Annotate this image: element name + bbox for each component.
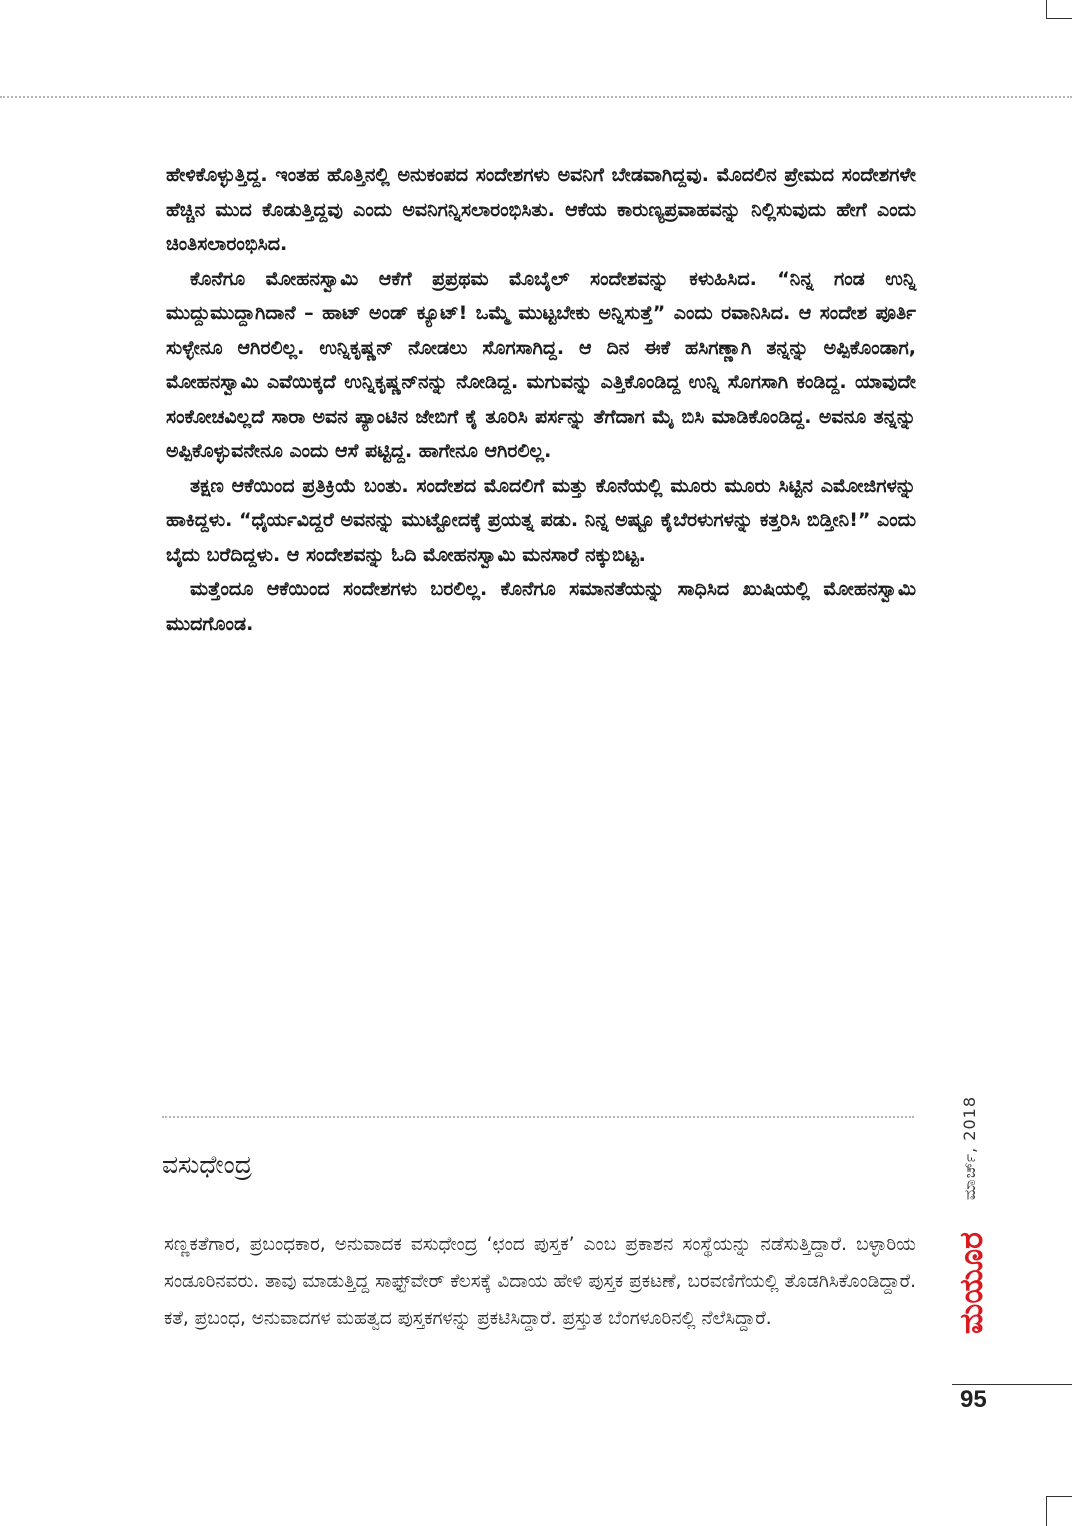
top-dotted-divider (0, 96, 1072, 98)
author-section-divider (162, 1116, 914, 1118)
story-text (166, 158, 916, 641)
crop-mark-bottom (1046, 1496, 1072, 1526)
magazine-logo: ಮಯೂರ (952, 1232, 990, 1335)
story-paragraph-2: ಕೊನೆಗೂ ಮೋಹನಸ್ವಾಮಿ ಆಕೆಗೆ ಪ್ರಪ್ರಥಮ ಮೊಬೈಲ್ ಸಂದೇಶವನ್ನು ಕಳುಹಿಸಿದ. “ನಿನ್ನ ಗಂಡ ಉನ್ನಿ ಮುದ್ದುಮುದ್ದಾಗಿದಾನೆ – ಹಾಟ್ ಅಂಡ್ ಕ್ಯೂಟ್! ಒಮ್ಮೆ ಮುಟ್ಟಬೇಕು ಅನ್ನಿಸುತ್ತೆ” ಎಂದು ರವಾನಿಸಿದ. ಆ ಸಂದೇಶ ಪೂರ್ತಿ ಸುಳ್ಳೇನೂ ಆಗಿರಲಿಲ್ಲ. ಉನ್ನಿಕೃಷ್ಣನ್ ನೋಡಲು ಸೊಗಸಾಗಿದ್ದ. ಆ ದಿನ ಈಕೆ ಹಸಿಗಣ್ಣಾಗಿ ತನ್ನನ್ನು ಅಪ್ಪಿಕೊಂಡಾಗ, ಮೋಹನಸ್ವಾಮಿ ಎವೆಯಿಕ್ಕದೆ ಉನ್ನಿಕೃಷ್ಣನ್‌ನನ್ನು ನೋಡಿದ್ದ. ಮಗುವನ್ನು ಎತ್ತಿಕೊಂಡಿದ್ದ ಉನ್ನಿ ಸೊಗಸಾಗಿ ಕಂಡಿದ್ದ. ಯಾವುದೇ ಸಂಕೋಚವಿಲ್ಲದೆ ಸಾರಾ ಅವನ ಪ್ಯಾಂಟಿನ ಜೇಬಿಗೆ ಕೈ ತೂರಿಸಿ ಪರ್ಸನ್ನು ತೆಗೆದಾಗ ಮೈ ಬಿಸಿ ಮಾಡಿಕೊಂಡಿದ್ದ. ಅವನೂ ತನ್ನನ್ನು ಅಪ್ಪಿಕೊಳ್ಳುವನೇನೂ ಎಂದು ಆಸೆ ಪಟ್ಟಿದ್ದ. ಹಾಗೇನೂ ಆಗಿರಲಿಲ್ಲ. (166, 267, 916, 462)
issue-date: ಮಾರ್ಚ್, 2018 (960, 1096, 979, 1201)
author-bio: ಸಣ್ಣಕತೆಗಾರ, ಪ್ರಬಂಧಕಾರ, ಅನುವಾದಕ ವಸುಧೇಂದ್ರ ‘ಛಂದ ಪುಸ್ತಕ’ ಎಂಬ ಪ್ರಕಾಶನ ಸಂಸ್ಥೆಯನ್ನು ನಡೆಸುತ್ತಿದ್ದಾರೆ. ಬಳ್ಳಾರಿಯ ಸಂಡೂರಿನವರು. ತಾವು ಮಾಡುತ್ತಿದ್ದ ಸಾಫ್ಟ್‌ವೇರ್ ಕೆಲಸಕ್ಕೆ ವಿದಾಯ ಹೇಳಿ ಪುಸ್ತಕ ಪ್ರಕಟಣೆ, ಬರವಣಿಗೆಯಲ್ಲಿ ತೊಡಗಿಸಿಕೊಂಡಿದ್ದಾರೆ. ಕತೆ, ಪ್ರಬಂಧ, ಅನುವಾದಗಳ ಮಹತ್ವದ ಪುಸ್ತಕಗಳನ್ನು ಪ್ರಕಟಿಸಿದ್ದಾರೆ. ಪ್ರಸ್ತುತ ಬೆಂಗಳೂರಿನಲ್ಲಿ ನೆಲೆಸಿದ್ದಾರೆ. (164, 1234, 916, 1329)
story-paragraph-1: ಹೇಳಿಕೊಳ್ಳುತ್ತಿದ್ದ. ಇಂತಹ ಹೊತ್ತಿನಲ್ಲಿ ಅನುಕಂಪದ ಸಂದೇಶಗಳು ಅವನಿಗೆ ಬೇಡವಾಗಿದ್ದವು. ಮೊದಲಿನ ಪ್ರೇಮದ ಸಂದೇಶಗಳೇ ಹೆಚ್ಚಿನ ಮುದ ಕೊಡುತ್ತಿದ್ದವು ಎಂದು ಅವನಿಗನ್ನಿಸಲಾರಂಭಿಸಿತು. ಆಕೆಯ ಕಾರುಣ್ಯಪ್ರವಾಹವನ್ನು ನಿಲ್ಲಿಸುವುದು ಹೇಗೆ ಎಂದು ಚಿಂತಿಸಲಾರಂಭಿಸಿದ. (166, 164, 916, 255)
story-paragraph-3: ತಕ್ಷಣ ಆಕೆಯಿಂದ ಪ್ರತಿಕ್ರಿಯೆ ಬಂತು. ಸಂದೇಶದ ಮೊದಲಿಗೆ ಮತ್ತು ಕೊನೆಯಲ್ಲಿ ಮೂರು ಮೂರು ಸಿಟ್ಟಿನ ಎಮೋಜಿಗಳನ್ನು ಹಾಕಿದ್ದಳು. “ಧೈರ್ಯವಿದ್ದರೆ ಅವನನ್ನು ಮುಟ್ಟೋದಕ್ಕೆ ಪ್ರಯತ್ನ ಪಡು. ನಿನ್ನ ಅಷ್ಟೂ ಕೈಬೆರಳುಗಳನ್ನು ಕತ್ತರಿಸಿ ಬಿಡ್ತೀನಿ!” ಎಂದು ಬೈದು ಬರೆದಿದ್ದಳು. ಆ ಸಂದೇಶವನ್ನು ಓದಿ ಮೋಹನಸ್ವಾಮಿ ಮನಸಾರೆ ನಕ್ಕುಬಿಟ್ಟ. (166, 474, 916, 566)
page-number-rule (952, 1384, 1072, 1385)
page-number: 95 (960, 1386, 987, 1413)
story-paragraph-4: ಮತ್ತೆಂದೂ ಆಕೆಯಿಂದ ಸಂದೇಶಗಳು ಬರಲಿಲ್ಲ. ಕೊನೆಗೂ ಸಮಾನತೆಯನ್ನು ಸಾಧಿಸಿದ ಖುಷಿಯಲ್ಲಿ ಮೋಹನಸ್ವಾಮಿ ಮುದಗೊಂಡ. (166, 578, 916, 635)
crop-mark-top (1046, 0, 1072, 19)
author-name: ವಸುಧೇಂದ್ರ (162, 1150, 252, 1179)
